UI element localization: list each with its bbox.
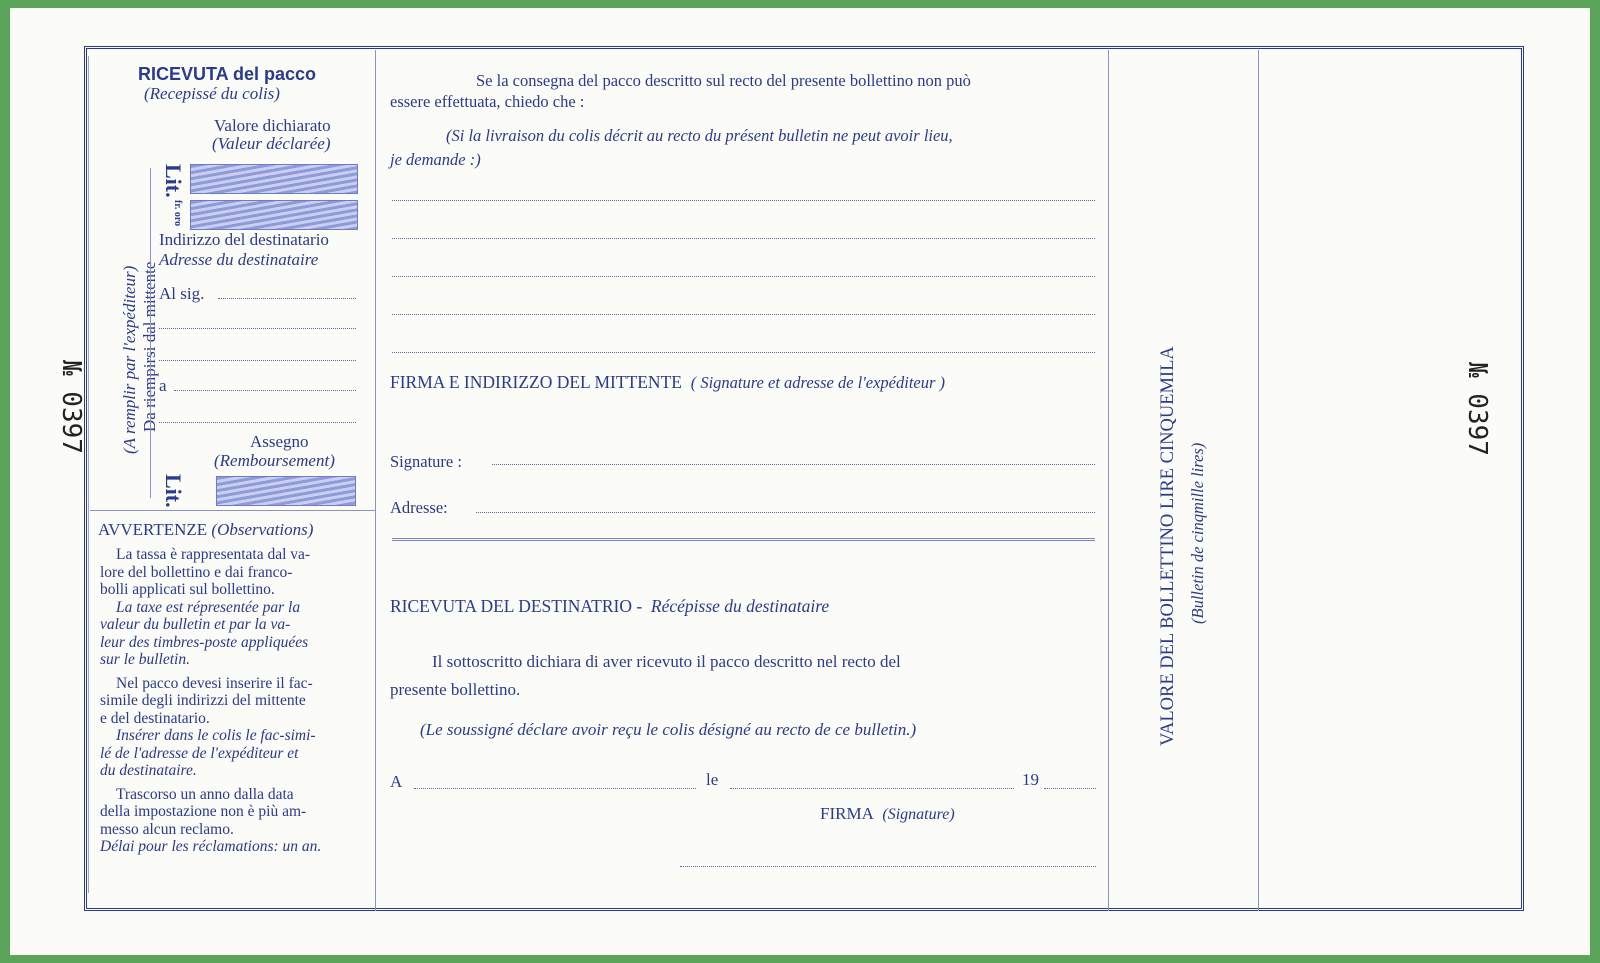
- side-label-it: Da riempirsi dal mittente: [140, 261, 159, 432]
- recipient-signature-label: FIRMA (Signature): [820, 804, 955, 823]
- intro-text-fr: (Si la livraison du colis décrit au recto du présent bulletin ne peut avoir lieu,: [446, 126, 953, 145]
- side-bracket: [150, 168, 155, 498]
- address-label: Adresse:: [390, 498, 448, 517]
- receipt-title-fr: (Recepissé du colis): [144, 84, 280, 103]
- declaration-text-fr: (Le soussigné déclare avoir reçu le colis désigné au recto de ce bulletin.): [420, 720, 917, 739]
- address-line-2[interactable]: [159, 360, 356, 361]
- place-label: A: [390, 772, 403, 791]
- divider-side: [1258, 50, 1259, 911]
- receipt-title: RICEVUTA del pacco: [138, 64, 317, 84]
- intro-text-2: essere effettuata, chiedo che :: [390, 92, 585, 111]
- intro-text: Se la consegna del pacco descritto sul recto del presente bollettino non può: [476, 71, 971, 90]
- recipient-address-label-fr: Adresse du destinataire: [159, 250, 319, 269]
- divider-main: [1108, 50, 1109, 911]
- sender-signature-title: FIRMA E INDIRIZZO DEL MITTENTE ( Signature et adresse de l'expéditeur ): [390, 372, 946, 392]
- receipt-separator: [90, 510, 375, 511]
- divider-receipt: [375, 50, 376, 911]
- side-label-fr: (A remplir par l'expéditeur): [120, 265, 139, 454]
- serial-number-right: № 0397: [1462, 362, 1492, 456]
- serial-number-left: № 0397: [56, 360, 86, 454]
- address-field[interactable]: [476, 512, 1095, 513]
- declared-value-lire-box[interactable]: [190, 164, 358, 194]
- instruction-line-3[interactable]: [392, 276, 1095, 277]
- declaration-text-2: presente bollettino.: [390, 680, 521, 699]
- cod-label-fr: (Remboursement): [214, 451, 335, 470]
- signature-field[interactable]: [492, 464, 1095, 465]
- divider-left: [88, 56, 89, 893]
- declaration-text: Il sottoscritto dichiara di aver ricevuto il pacco descritto nel recto del: [432, 652, 901, 671]
- bulletin-value-label: VALORE DEL BOLLETTINO LIRE CINQUEMILA: [1158, 346, 1178, 746]
- lit-label-cod: Lit.: [161, 474, 186, 508]
- declared-value-gold-box[interactable]: [190, 200, 358, 230]
- bulletin-value-label-fr: (Bulletin de cinqmille lires): [1188, 442, 1207, 624]
- a-label: a: [159, 376, 167, 395]
- city-field[interactable]: [174, 390, 356, 391]
- intro-text-fr-2: je demande :): [390, 150, 481, 169]
- recipient-address-label: Indirizzo del destinatario: [159, 230, 329, 249]
- date-field[interactable]: [730, 788, 1014, 789]
- cod-value-box[interactable]: [216, 476, 356, 506]
- instruction-line-4[interactable]: [392, 314, 1095, 315]
- year-field[interactable]: [1044, 788, 1096, 789]
- instruction-line-5[interactable]: [392, 352, 1095, 353]
- place-field[interactable]: [414, 788, 696, 789]
- declared-value-label: Valore dichiarato: [214, 116, 331, 135]
- observations-text: La tassa è rappresentata dal va- lore del bollettino e dai franco- bolli applicati sul bollettino. La taxe est répresentée par la valeur du bulletin et par la va- leur des timbres-poste appliquées sur le bulletin. Nel pacco devesi inserire il fac- simile degli indirizzi del mittente e del destinatario. Insérer dans le colis le fac-simi- lé de l'adresse de l'expéditeur et du destinataire. Trascorso un anno dalla data della impostazione non è più am- messo alcun reclamo. Délai pour les réclamations: un an.: [100, 546, 322, 855]
- recipient-signature-field[interactable]: [680, 866, 1096, 867]
- instruction-line-1[interactable]: [392, 200, 1095, 201]
- main-separator: [392, 538, 1095, 543]
- signature-label: Signature :: [390, 452, 462, 471]
- address-line-3[interactable]: [159, 422, 356, 423]
- cod-label: Assegno: [250, 432, 309, 451]
- instruction-line-2[interactable]: [392, 238, 1095, 239]
- al-sig-label: Al sig.: [159, 284, 205, 303]
- date-label: le: [706, 770, 719, 789]
- year-label: 19: [1022, 770, 1039, 789]
- declared-value-label-fr: (Valeur déclarée): [212, 134, 331, 153]
- recipient-receipt-title: RICEVUTA DEL DESTINATRIO - Récépisse du destinataire: [390, 596, 830, 616]
- observations-title: AVVERTENZE (Observations): [98, 520, 314, 539]
- al-sig-field[interactable]: [218, 298, 356, 299]
- fr-oro-label: fr. oro: [172, 200, 183, 227]
- address-line-1[interactable]: [159, 328, 356, 329]
- lit-label: Lit.: [161, 164, 186, 198]
